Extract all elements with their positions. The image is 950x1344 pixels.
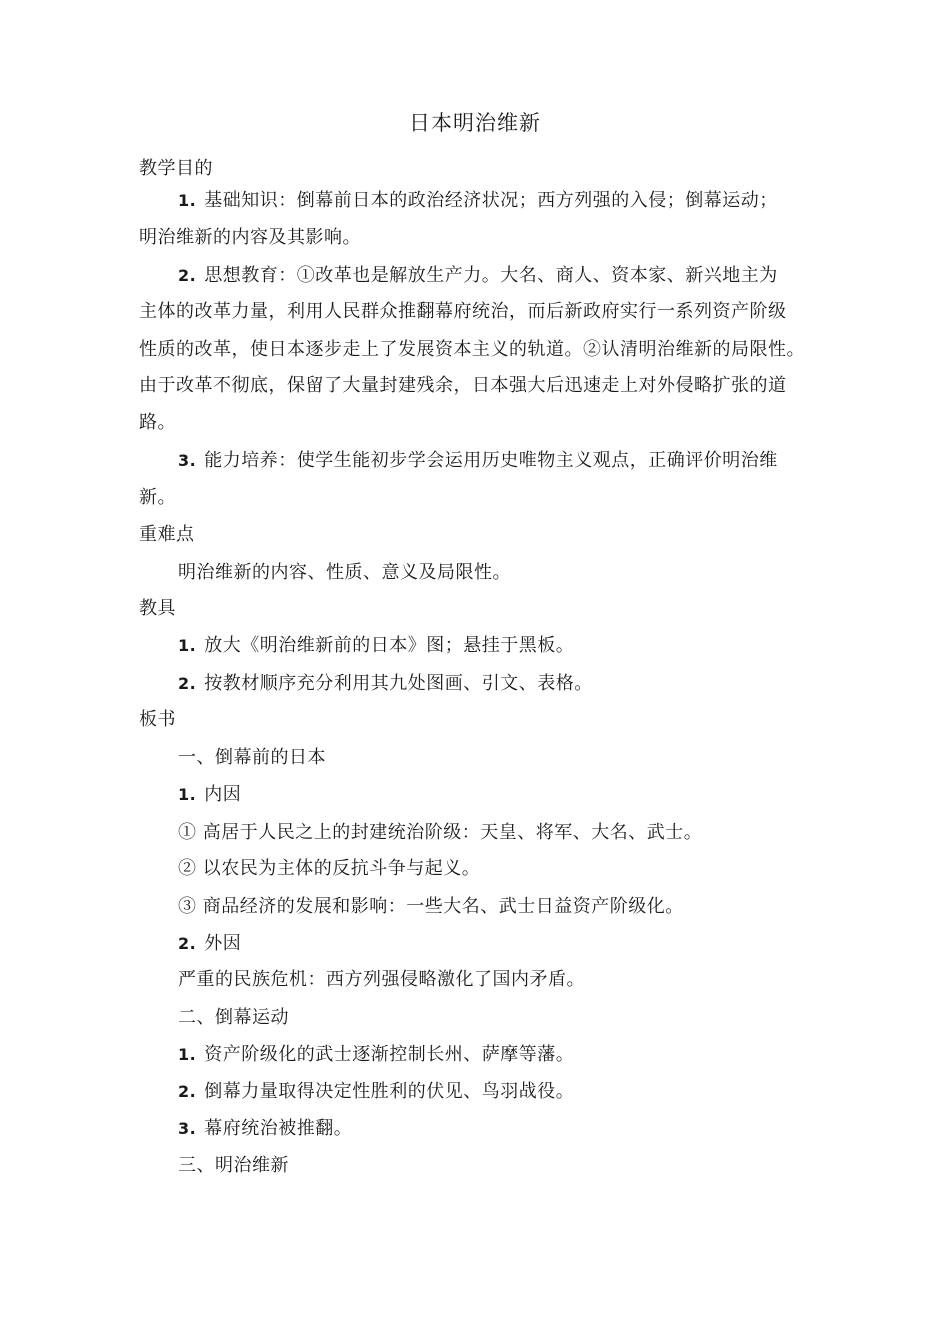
list-number: 2.	[178, 1082, 197, 1101]
objective-1-text: 基础知识：倒幕前日本的政治经济状况；西方列强的入侵；倒幕运动；	[204, 190, 778, 211]
board-2-item-1-text: 资产阶级化的武士逐渐控制长州、萨摩等藩。	[204, 1044, 575, 1065]
board-item-b: ② 以农民为主体的反抗斗争与起义。	[178, 858, 481, 879]
key-points-text: 明治维新的内容、性质、意义及局限性。	[178, 562, 511, 583]
list-number: 1.	[178, 785, 197, 804]
tool-2-text: 按教材顺序充分利用其九处图画、引文、表格。	[204, 673, 593, 694]
objective-2-line-5: 路。	[139, 412, 176, 433]
section-heading-key-points: 重难点	[139, 524, 195, 545]
objective-2-text: 思想教育：①改革也是解放生产力。大名、商人、资本家、新兴地主为	[204, 265, 778, 286]
tool-2	[178, 672, 593, 696]
board-1-external	[178, 932, 241, 956]
board-1-internal-text: 内因	[204, 784, 242, 805]
objective-2-line-4: 由于改革不彻底，保留了大量封建残余，日本强大后迅速走上对外侵略扩张的道	[139, 375, 787, 396]
objective-3-text: 能力培养：使学生能初步学会运用历史唯物主义观点，正确评价明治维	[204, 450, 778, 471]
objective-2-line-2: 主体的改革力量，利用人民群众推翻幕府统治，而后新政府实行一系列资产阶级	[139, 301, 787, 322]
board-1-external-text: 外因	[204, 933, 242, 954]
tool-1-text: 放大《明治维新前的日本》图；悬挂于黑板。	[204, 635, 575, 656]
section-heading-board: 板书	[139, 709, 176, 730]
board-2-item-2-text: 倒幕力量取得决定性胜利的伏见、鸟羽战役。	[204, 1081, 575, 1102]
list-number: 2.	[178, 266, 197, 285]
objective-2-line-3: 性质的改革，使日本逐步走上了发展资本主义的轨道。②认清明治维新的局限性。	[139, 339, 805, 360]
section-heading-tools: 教具	[139, 598, 176, 619]
objective-2-line-1	[178, 264, 778, 288]
list-number: 3.	[178, 451, 197, 470]
board-external-text: 严重的民族危机：西方列强侵略激化了国内矛盾。	[178, 969, 585, 990]
objective-3-line-2: 新。	[139, 487, 176, 508]
board-heading-1: 一、倒幕前的日本	[178, 747, 326, 768]
board-2-item-3	[178, 1117, 352, 1141]
board-heading-3: 三、明治维新	[178, 1155, 289, 1176]
board-item-c: ③ 商品经济的发展和影响：一些大名、武士日益资产阶级化。	[178, 896, 684, 917]
document-title: 日本明治维新	[409, 111, 541, 135]
board-2-item-1	[178, 1043, 574, 1067]
board-heading-2: 二、倒幕运动	[178, 1007, 289, 1028]
list-number: 1.	[178, 191, 197, 210]
objective-1-line-2: 明治维新的内容及其影响。	[139, 227, 361, 248]
list-number: 1.	[178, 1045, 197, 1064]
section-heading-objectives: 教学目的	[139, 158, 213, 179]
list-number: 3.	[178, 1119, 197, 1138]
board-1-internal	[178, 783, 241, 807]
board-2-item-3-text: 幕府统治被推翻。	[204, 1118, 353, 1139]
list-number: 2.	[178, 934, 197, 953]
board-2-item-2	[178, 1080, 574, 1104]
tool-1	[178, 634, 574, 658]
objective-1-line-1	[178, 189, 778, 213]
list-number: 2.	[178, 674, 197, 693]
board-item-a: ① 高居于人民之上的封建统治阶级：天皇、将军、大名、武士。	[178, 822, 703, 843]
list-number: 1.	[178, 636, 197, 655]
objective-3-line-1	[178, 449, 778, 473]
